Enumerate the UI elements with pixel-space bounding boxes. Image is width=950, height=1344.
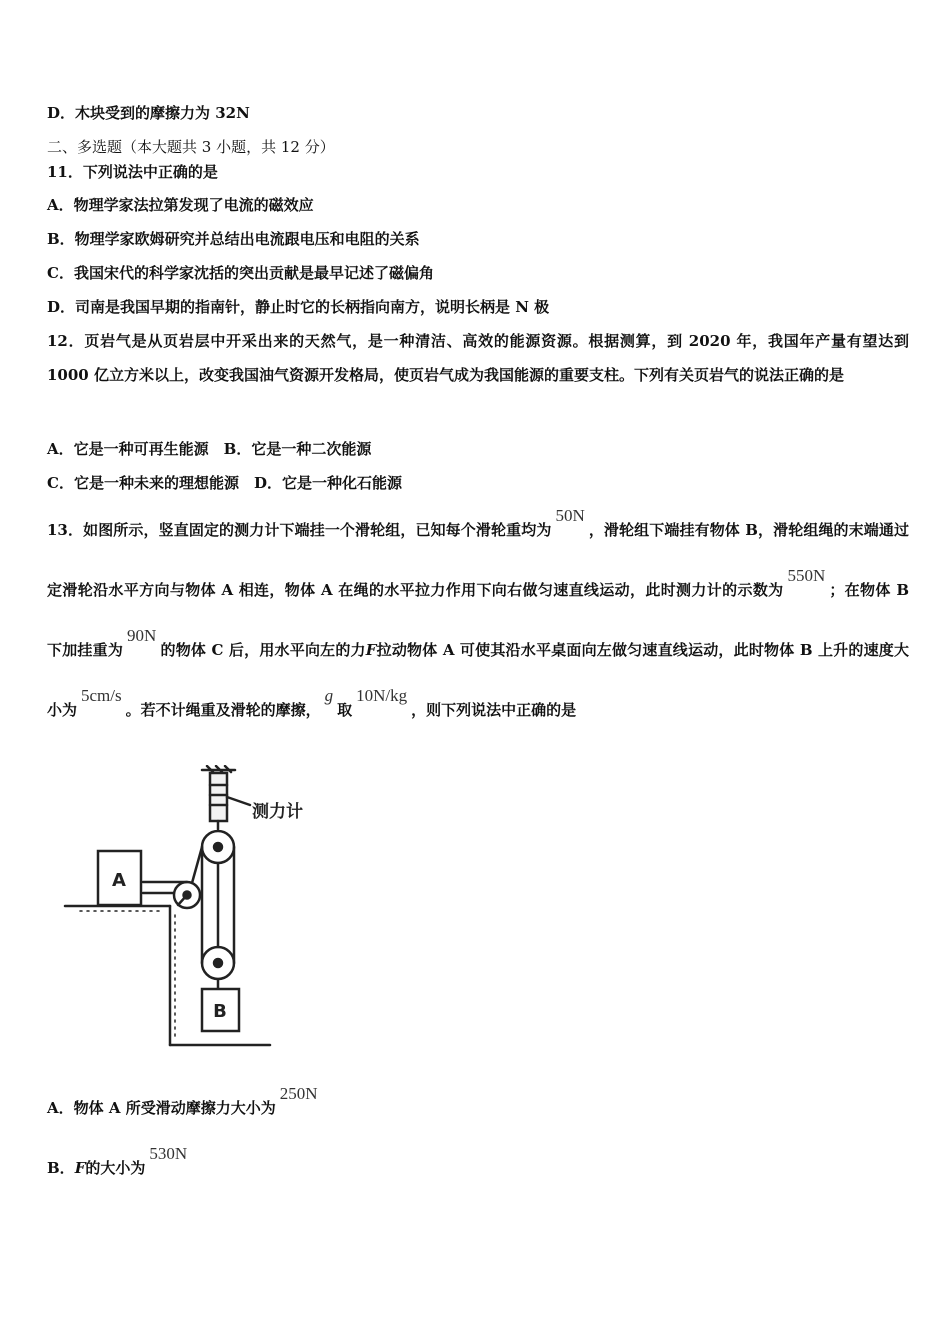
q12-options-ab: A．它是一种可再生能源 B．它是一种二次能源 <box>47 440 372 458</box>
q11-option-c: C．我国宋代的科学家沈括的突出贡献是最早记述了磁偏角 <box>47 264 434 282</box>
block-b-label: B <box>213 1001 227 1022</box>
q13-option-a-value: 250N <box>279 1084 318 1103</box>
q13-text-4: 的物体 C 后，用水平向左的力 <box>160 641 366 659</box>
q12-stem: 12．页岩气是从页岩层中开采出来的天然气，是一种清洁、高效的能源资源。根据测算，到 2020 年，我国年产量有望达到 1000 亿立方米以上，改变我国油气资源开发格局，使页岩气成为我国能源的重要支柱。下列有关页岩气的说法正确的是 <box>47 332 909 384</box>
pulley-diagram <box>60 765 330 1055</box>
q13-value-speed: 5cm/s <box>81 686 122 705</box>
q11-option-a: A．物理学家法拉第发现了电流的磁效应 <box>47 196 314 214</box>
q13-option-b-prefix: B． <box>47 1159 75 1177</box>
q13-option-a-text: A．物体 A 所受滑动摩擦力大小为 <box>47 1099 276 1117</box>
q13-text-7: 取 <box>337 701 353 719</box>
q13-option-b-text: 的大小为 <box>85 1159 146 1177</box>
q13-text-1: 13．如图所示，竖直固定的测力计下端挂一个滑轮组，已知每个滑轮重均为 <box>47 521 552 539</box>
section-heading-multi-choice: 二、多选题（本大题共 3 小题，共 12 分） <box>47 138 335 156</box>
q13-option-a <box>47 1084 322 1118</box>
q13-text-5: 拉动物体 A 可使其沿水平桌面向左做匀速直线运动，此时物体 B 上升的速度大小为 <box>47 641 909 719</box>
q13-value-g: 10N/kg <box>356 686 408 705</box>
q11-option-d: D．司南是我国早期的指南针，静止时它的长柄指向南方，说明长柄是 N 极 <box>47 298 550 316</box>
q13-text-2: ，滑轮组下端挂有物体 B，滑轮组绳的末端通过定滑轮沿水平方向与物体 A 相连，物体 A 在绳的水平拉力作用下向右做匀速直线运动，此时测力计的示数为 <box>47 521 909 599</box>
q11-stem: 11．下列说法中正确的是 <box>47 163 218 181</box>
q13-text-3: ；在物体 B 下加挂重为 <box>47 581 910 659</box>
q10-option-d: D．木块受到的摩擦力为 32N <box>47 104 250 122</box>
rope-to-fixed-pulley <box>192 847 202 883</box>
q13-force-symbol: F <box>365 641 377 659</box>
q12-options-cd: C．它是一种未来的理想能源 D．它是一种化石能源 <box>47 474 402 492</box>
q13-text-6: 。若不计绳重及滑轮的摩擦， <box>125 701 321 719</box>
q13-option-b <box>47 1144 191 1178</box>
q13-option-b-value: 530N <box>149 1144 188 1163</box>
q13-value-c-weight: 90N <box>127 626 157 645</box>
q13-g-symbol: g <box>324 686 334 705</box>
scale-label: 测力计 <box>252 802 303 822</box>
block-a-label: A <box>112 870 126 891</box>
q13-value-meter-reading: 550N <box>787 566 826 585</box>
q13-stem <box>47 500 909 740</box>
q13-text-8: ，则下列说法中正确的是 <box>411 701 577 719</box>
scale-label-pointer <box>227 797 250 805</box>
spring-scale-body <box>210 773 227 821</box>
q13-value-pulley-weight: 50N <box>555 506 585 525</box>
q13-option-b-force: F <box>74 1159 86 1177</box>
q11-option-b: B．物理学家欧姆研究并总结出电流跟电压和电阻的关系 <box>47 230 420 248</box>
